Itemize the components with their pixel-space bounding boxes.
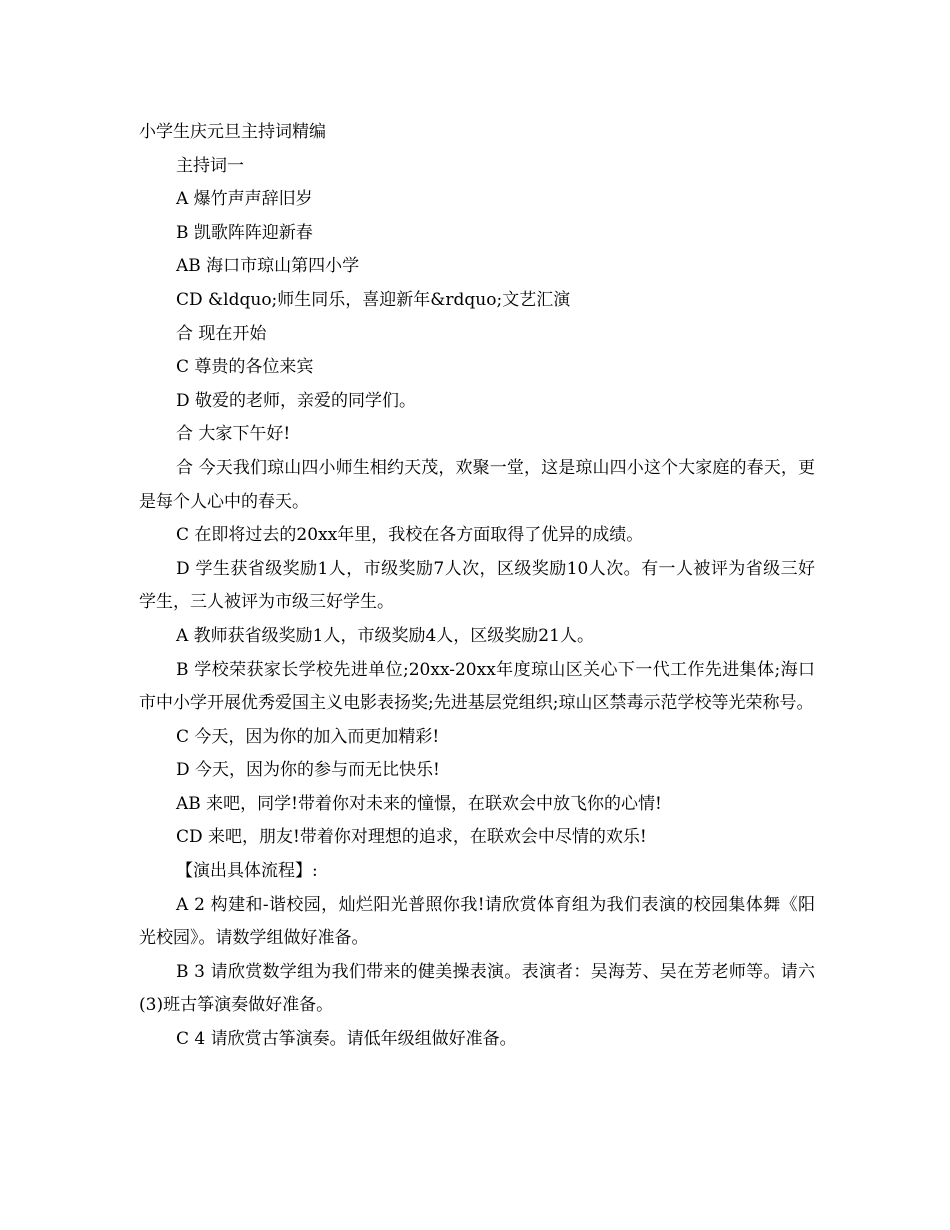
document-body	[139, 116, 815, 1057]
paragraph: B 3 请欣赏数学组为我们带来的健美操表演。表演者：吴海芳、吴在芳老师等。请六(3)班古筝演奏做好准备。	[139, 961, 815, 1016]
document-title: 小学生庆元旦主持词精编	[139, 122, 326, 142]
paragraph: B 凯歌阵阵迎新春	[176, 222, 313, 243]
paragraph: B 学校荣获家长学校先进单位;20xx-20xx年度琼山区关心下一代工作先进集体;海口市中小学开展优秀爱国主义电影表扬奖;先进基层党组织;琼山区禁毒示范学校等光荣称号。	[139, 659, 815, 714]
paragraph: D 今天，因为你的参与而无比快乐!	[176, 760, 440, 781]
paragraph: 主持词一	[176, 155, 244, 176]
paragraph: C 尊贵的各位来宾	[176, 357, 314, 378]
paragraph: D 学生获省级奖励1人，市级奖励7人次，区级奖励10人次。有一人被评为省级三好学生，三人被评为市级三好学生。	[139, 558, 815, 613]
paragraph: A 2 构建和-谐校园，灿烂阳光普照你我!请欣赏体育组为我们表演的校园集体舞《阳光校园》。请数学组做好准备。	[139, 894, 815, 949]
paragraph: C 在即将过去的20xx年里，我校在各方面取得了优异的成绩。	[176, 525, 644, 546]
paragraph: CD &ldquo;师生同乐，喜迎新年&rdquo;文艺汇演	[176, 289, 571, 310]
paragraph: AB 海口市琼山第四小学	[176, 256, 360, 277]
paragraph: C 今天，因为你的加入而更加精彩!	[176, 726, 440, 747]
paragraph: 合 现在开始	[176, 323, 267, 344]
paragraph: D 敬爱的老师，亲爱的同学们。	[176, 390, 417, 411]
paragraph: 合 大家下午好!	[176, 424, 291, 445]
paragraph: 合 今天我们琼山四小师生相约天茂，欢聚一堂，这是琼山四小这个大家庭的春天，更是每个人心中的春天。	[139, 457, 815, 512]
paragraph: C 4 请欣赏古筝演奏。请低年级组做好准备。	[176, 1029, 517, 1050]
paragraph: CD 来吧，朋友!带着你对理想的追求，在联欢会中尽情的欢乐!	[176, 827, 647, 848]
paragraph: A 教师获省级奖励1人，市级奖励4人，区级奖励21人。	[176, 625, 594, 646]
section-heading: 【演出具体流程】:	[176, 861, 318, 882]
paragraph: AB 来吧，同学!带着你对未来的憧憬，在联欢会中放飞你的心情!	[176, 793, 662, 814]
paragraph: A 爆竹声声辞旧岁	[176, 189, 313, 210]
